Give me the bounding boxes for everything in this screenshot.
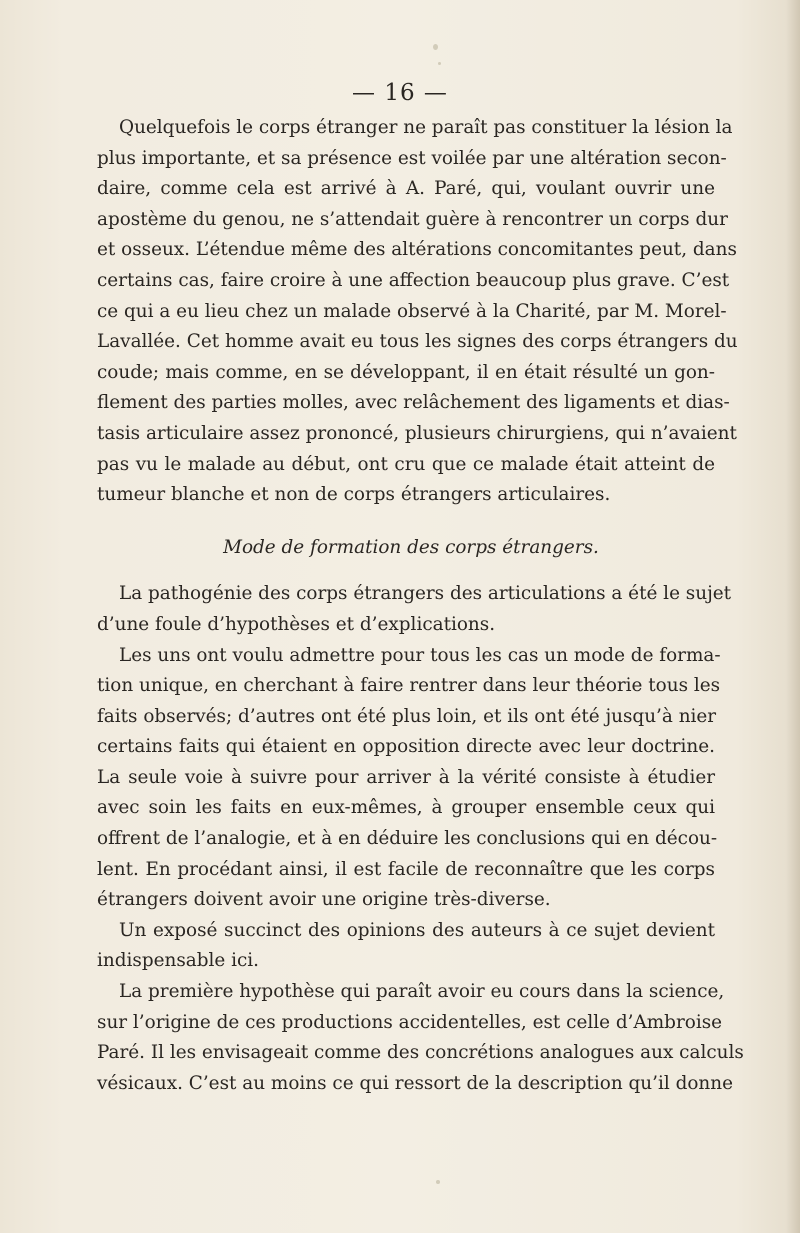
text-line: Les uns ont voulu admettre pour tous les cas un mode de forma-: [119, 644, 721, 666]
text-line: tumeur blanche et non de corps étrangers articulaires.: [97, 484, 611, 506]
paragraph-3: [97, 641, 721, 916]
text-line: étrangers doivent avoir une origine très-diverse.: [97, 889, 551, 911]
paragraph-4: [97, 916, 715, 977]
text-line: certains cas, faire croire à une affection beaucoup plus grave. C’est: [97, 269, 730, 291]
text-line: Un exposé succinct des opinions des auteurs à ce sujet devient: [119, 919, 715, 941]
paragraph-2: [97, 579, 732, 640]
text-line: sur l’origine de ces productions accidentelles, est celle d’Ambroise: [97, 1011, 723, 1033]
text-line: daire, comme cela est arrivé à A. Paré, qui, voulant ouvrir une: [97, 178, 715, 200]
text-line: indispensable ici.: [97, 950, 260, 972]
text-line: flement des parties molles, avec relâchement des ligaments et dias-: [97, 392, 730, 414]
text-line: faits observés; d’autres ont été plus loin, et ils ont été jusqu’à nier: [97, 705, 717, 727]
text-line: Lavallée. Cet homme avait eu tous les signes des corps étrangers du: [97, 331, 738, 353]
body-text: [97, 113, 744, 1099]
text-line: certains faits qui étaient en opposition directe avec leur doctrine.: [97, 736, 715, 758]
paragraph-1: [97, 113, 738, 511]
page-number: — 16 —: [352, 80, 448, 106]
text-line: coude; mais comme, en se développant, il en était résulté un gon-: [97, 361, 715, 383]
text-line: plus importante, et sa présence est voilée par une altération secon-: [97, 147, 727, 169]
text-line: Quelquefois le corps étranger ne paraît pas constituer la lésion la: [119, 117, 733, 138]
text-line: ce qui a eu lieu chez un malade observé à la Charité, par M. Morel-: [97, 300, 727, 322]
text-line: d’une foule d’hypothèses et d’explications.: [97, 613, 496, 635]
text-line: La pathogénie des corps étrangers des articulations a été le sujet: [119, 583, 732, 605]
paper-spot: [438, 62, 441, 65]
page-edge-shadow: [786, 0, 800, 1233]
paper-spot: [433, 44, 438, 50]
text-line: avec soin les faits en eux-mêmes, à grouper ensemble ceux qui: [97, 797, 715, 819]
text-line: tasis articulaire assez prononcé, plusieurs chirurgiens, qui n’avaient: [97, 422, 737, 444]
paragraph-5: [97, 977, 744, 1099]
text-line: vésicaux. C’est au moins ce qui ressort de la description qu’il donne: [97, 1072, 733, 1094]
text-line: offrent de l’analogie, et à en déduire les conclusions qui en décou-: [97, 828, 718, 850]
paper-spot: [436, 1180, 440, 1184]
section-heading: Mode de formation des corps étrangers.: [223, 536, 599, 558]
text-line: tion unique, en cherchant à faire rentrer dans leur théorie tous les: [97, 675, 721, 697]
text-line: Paré. Il les envisageait comme des concrétions analogues aux calculs: [97, 1042, 744, 1064]
text-line: apostème du genou, ne s’attendait guère à rencontrer un corps dur: [97, 208, 728, 230]
text-line: lent. En procédant ainsi, il est facile de reconnaître que les corps: [97, 858, 715, 880]
text-line: La première hypothèse qui paraît avoir eu cours dans la science,: [119, 981, 725, 1003]
text-line: La seule voie à suivre pour arriver à la vérité consiste à étudier: [97, 766, 715, 788]
text-line: pas vu le malade au début, ont cru que ce malade était atteint de: [97, 453, 715, 475]
text-line: et osseux. L’étendue même des altérations concomitantes peut, dans: [97, 239, 737, 261]
